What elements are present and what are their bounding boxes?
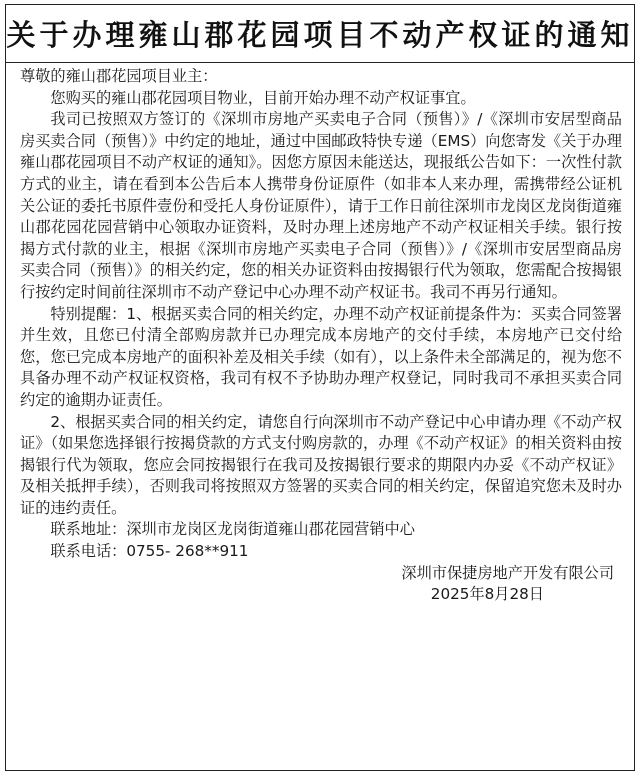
notice-date: 2025年8月28日 [430, 585, 544, 604]
contact-address: 联系地址：深圳市龙岗区龙岗街道雍山郡花园营销中心 [50, 520, 415, 539]
special-reminder-item-2: 2、根据买卖合同的相关约定，请您自行向深圳市不动产登记中心申请办理《不动产权证》（如果您选择银行按揭贷款的方式支付购房款的，办理《不动产权证》的相关资料由按揭银行代为领取，您应会同按揭银行在我司及按揭银行要求的期限内办妥《不动产权证》及相关抵押手续），否则我司将按照双方签署的买卖合同的相关约定，保留追究您未及时办证的违约责任。 [20, 412, 622, 517]
notice-frame [5, 4, 635, 771]
paragraph-main: 我司已按照双方签订的《深圳市房地产买卖电子合同（预售）》/《深圳市安居型商品房买卖合同（预售）》中约定的地址，通过中国邮政特快专递（EMS）向您寄发《关于办理雍山郡花园项目不动产权证的通知》。因您方原因未能送达，现报纸公告如下：一次性付款方式的业主，请在看到本公告后本人携带身份证原件（如非本人来办理，需携带经公证机关公证的委托书原件壹份和受托人身份证原件），请于工作日前往深圳市龙岗区龙岗街道雍山郡花园花园营销中心领取办证资料，及时办理上述房地产不动产权证相关手续。银行按揭方式付款的业主，根据《深圳市房地产买卖电子合同（预售）》/《深圳市安居型商品房买卖合同（预售）》的相关约定，您的相关办证资料由按揭银行代为领取，您需配合按揭银行按约定时间前往深圳市不动产登记中心办理不动产权证书。我司不再另行通知。 [20, 110, 622, 301]
company-signature: 深圳市保捷房地产开发有限公司 [401, 563, 614, 582]
paragraph-intro: 您购买的雍山郡花园项目物业，目前开始办理不动产权证事宜。 [50, 88, 476, 107]
notice-body [6, 63, 634, 606]
salutation: 尊敬的雍山郡花园项目业主： [20, 67, 218, 85]
notice-title: 关于办理雍山郡花园项目不动产权证的通知 [6, 5, 634, 63]
contact-phone: 联系电话：0755- 268**911 [50, 542, 249, 561]
special-reminder-item-1: 特别提醒：1、根据买卖合同的相关约定，办理不动产权证前提条件为：买卖合同签署并生效，且您已付清全部购房款并已办理完成本房地产的交付手续，本房地产已交付给您，您已完成本房地产的面积补差及相关手续（如有），以上条件未全部满足的，视为您不具备办理不动产权证权资格，我司有权不予协助办理产权登记，同时我司不承担买卖合同约定的逾期办证责任。 [20, 304, 622, 409]
